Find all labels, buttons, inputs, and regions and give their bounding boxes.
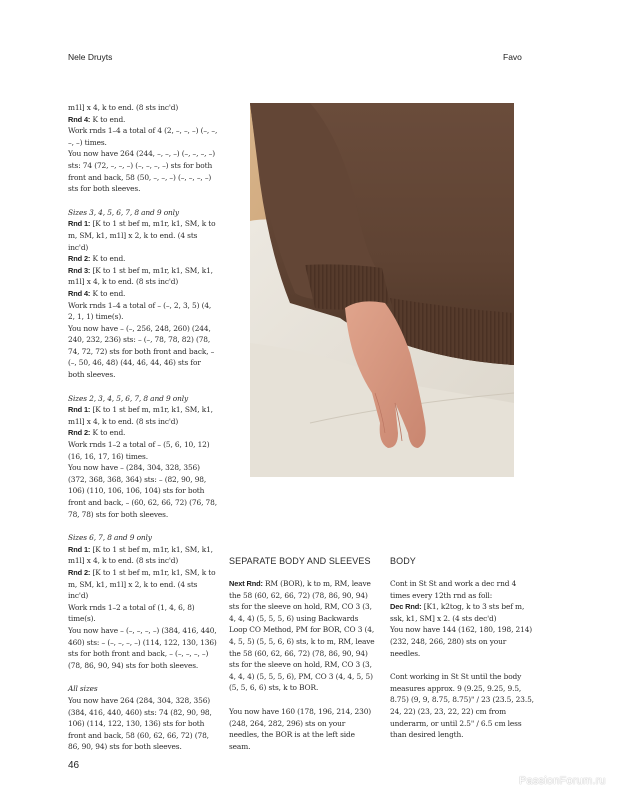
rnd-text: [K1, k2tog, k to 3 sts bef m, ssk, k1, SM] x 2. (4 sts dec'd) (390, 602, 525, 623)
rnd-text: [K to 1 st bef m, m1r, k1, SM, k to m, SM, k1, m1l] x 2, k to end. (4 sts inc'd) (68, 567, 216, 601)
paragraph: Work rnds 1–2 a total of (1, 4, 6, 8) time(s). (68, 602, 195, 624)
instruction-next-rnd (229, 578, 377, 694)
instruction-rnd2 (68, 567, 218, 602)
photo-illustration (250, 103, 514, 477)
sizes-heading: All sizes (68, 684, 98, 694)
left-column (68, 102, 218, 753)
rnd-text: [K to 1 st bef m, m1r, k1, SM, k1, m1l] x 4, k to end. (8 sts inc'd) (68, 405, 213, 426)
rnd-text: RM (BOR), k to m, RM, leave the 58 (60, 62, 66, 72) (78, 86, 90, 94) sts for the sleeve on hold, RM, CO 3 (3, 4, 4, 4) (5, 5, 5, 6) using Backwards Loop CO Method, PM for BOR, CO 3 (4, 4, 5, 5) (5, 5, 6, 6) sts, k to m, RM, leave the 58 (60, 62, 66, 72) (78, 86, 90, 94) sts for the sleeve on hold, RM, CO 3 (3, 4, 4, 4) (5, 5, 5, 6), PM, CO 3 (4, 4, 5, 5) (5, 5, 6, 6) sts, k to BOR. (229, 579, 375, 693)
rnd-label: Next Rnd: (229, 579, 263, 588)
paragraph: Work rnds 1–4 a total of – (–, 2, 3, 5) (4, 2, 1, 1) time(s). (68, 300, 212, 322)
rnd-text: [K to 1 st bef m, m1r, k1, SM, k1, m1l] x 4, k to end. (8 sts inc'd) (68, 265, 213, 287)
instruction-rnd4 (68, 288, 218, 300)
rnd-text: [K to 1 st bef m, m1r, k1, SM, k to m, SM, k1, m1l] x 2, k to end. (4 sts inc'd) (68, 219, 216, 252)
stitch-count: You now have 264 (244, –, –, –) (–, –, –, –) sts: 74 (72, –, –, –) (–, –, –, –) sts for both front and back, 58 (50, –, –, –) (–, –, –, –) sts for both sleeves. (68, 149, 215, 194)
sizes-heading: Sizes 6, 7, 8 and 9 only (68, 533, 152, 543)
rnd-text: K to end. (90, 288, 126, 298)
instruction-rnd1 (68, 218, 218, 253)
section-heading-separate-body-and-sleeves: SEPARATE BODY AND SLEEVES (229, 556, 371, 566)
rnd-text: K to end. (90, 254, 126, 264)
stitch-count: You now have – (–, –, –, –) (384, 416, 440, 460) sts: – (–, –, –, –) (114, 122, 130, 136) sts for both front and back, – (–, –, –, –) (78, 86, 90, 94) sts for both sleeves. (68, 625, 217, 670)
rnd-text: [K to 1 st bef m, m1r, k1, SM, k1, m1l] x 4, k to end. (8 sts inc'd) (68, 544, 213, 566)
rnd-label: Rnd 4: (68, 114, 91, 124)
paragraph: Work rnds 1–2 a total of – (5, 6, 10, 12) (16, 16, 17, 16) times. (68, 440, 210, 461)
middle-column (229, 578, 377, 752)
rnd-label: Dec Rnd: (390, 602, 422, 612)
rnd-text: K to end. (90, 428, 126, 438)
rnd-label: Rnd 1: (68, 219, 91, 229)
sizes-heading: Sizes 2, 3, 4, 5, 6, 7, 8 and 9 only (68, 393, 189, 403)
page-number: 46 (68, 760, 80, 771)
instruction-rnd2 (68, 253, 218, 265)
paragraph: Work rnds 1–4 a total of 4 (2, –, –, –) (–, –, –, –) times. (68, 126, 218, 147)
stitch-count: You now have 264 (284, 304, 328, 356) (384, 416, 440, 460) sts: 74 (82, 90, 98, 106) (114, 122, 130, 136) sts for both front and back, 58 (60, 62, 66, 72) (78, 86, 90, 94) sts for both sleeves. (68, 695, 212, 752)
right-column (390, 578, 538, 741)
rnd-label: Rnd 2: (68, 567, 91, 577)
rnd-label: Rnd 2: (68, 254, 91, 264)
section-heading-body: BODY (390, 556, 416, 566)
instruction-dec-rnd (390, 601, 538, 624)
instruction-rnd2 (68, 427, 218, 439)
running-head-author: Nele Druyts (68, 52, 113, 62)
rnd-label: Rnd 4: (68, 288, 91, 298)
instruction-rnd1 (68, 544, 218, 567)
instruction-rnd3 (68, 265, 218, 288)
stitch-count: You now have 144 (162, 180, 198, 214) (232, 248, 266, 280) sts on your needles. (390, 625, 533, 658)
paragraph: Cont working in St St until the body measures approx. 9 (9.25, 9.25, 9.5, 8.75) (9, 9, 8.75, 8.75)" / 23 (23.5, 23.5, 24, 22) (23, 23, 22, 22) cm from underarm, or until 2.5" / 6.5 cm less than desired length. (390, 672, 534, 740)
stitch-count: You now have 160 (178, 196, 214, 230) (248, 264, 282, 296) sts on your needles, the BOR is at the left side seam. (229, 706, 372, 751)
instruction-rnd4 (68, 114, 218, 126)
paragraph: m1l] x 4, k to end. (8 sts inc'd) (68, 103, 179, 112)
stitch-count: You now have – (284, 304, 328, 356) (372, 368, 368, 364) sts: – (82, 90, 98, 106) (110, 106, 106, 104) sts for both front and back, – (60, 62, 66, 72) (76, 78, 78, 78) sts for both sleeves. (68, 463, 217, 519)
sweater-photo (250, 103, 514, 477)
running-head-pattern-name: Favo (503, 52, 522, 62)
paragraph: Cont in St St and work a dec rnd 4 times every 12th rnd as foll: (390, 579, 517, 600)
instruction-rnd1 (68, 404, 218, 427)
rnd-label: Rnd 1: (68, 405, 91, 415)
rnd-label: Rnd 1: (68, 544, 91, 554)
sizes-heading: Sizes 3, 4, 5, 6, 7, 8 and 9 only (68, 207, 179, 217)
rnd-label: Rnd 3: (68, 265, 91, 275)
watermark: PassionForum.ru (519, 775, 606, 787)
rnd-label: Rnd 2: (68, 428, 91, 438)
rnd-text: K to end. (90, 114, 126, 124)
stitch-count: You now have – (–, 256, 248, 260) (244, 240, 232, 236) sts: – (–, 78, 78, 82) (78, 74, 72, 72) sts for both front and back, – (–, 50, 46, 48) (44, 46, 44, 46) sts for both sleeves. (68, 323, 215, 380)
